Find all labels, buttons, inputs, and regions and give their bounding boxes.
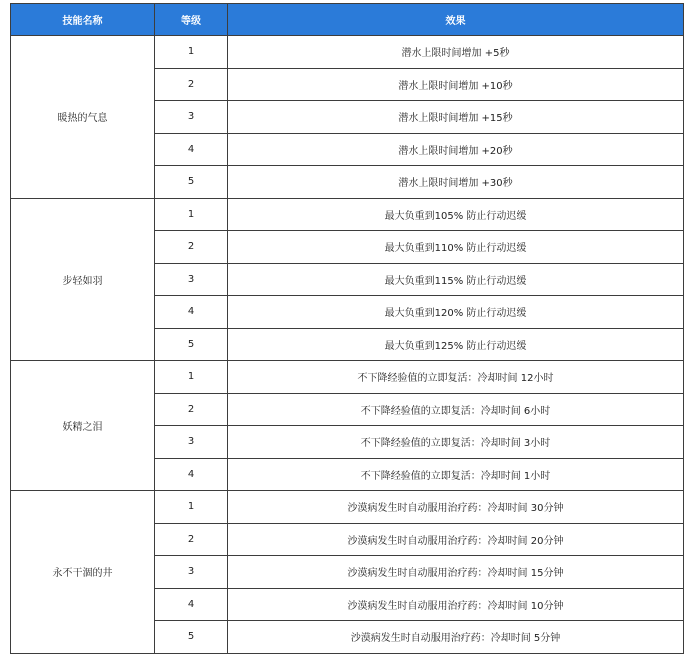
effect-cell: 沙漠病发生时自动服用治疗药：冷却时间 10分钟 bbox=[228, 588, 684, 621]
header-level: 等级 bbox=[155, 4, 228, 36]
level-cell: 2 bbox=[155, 523, 228, 556]
effect-cell: 不下降经验值的立即复活：冷却时间 6小时 bbox=[228, 393, 684, 426]
level-cell: 2 bbox=[155, 231, 228, 264]
level-cell: 1 bbox=[155, 361, 228, 394]
header-row bbox=[11, 4, 684, 36]
level-cell: 5 bbox=[155, 621, 228, 654]
effect-cell: 沙漠病发生时自动服用治疗药：冷却时间 15分钟 bbox=[228, 556, 684, 589]
level-cell: 5 bbox=[155, 166, 228, 199]
level-cell: 2 bbox=[155, 68, 228, 101]
header-effect: 效果 bbox=[228, 4, 684, 36]
effect-cell: 潜水上限时间增加 +20秒 bbox=[228, 133, 684, 166]
effect-cell: 最大负重到110% 防止行动迟缓 bbox=[228, 231, 684, 264]
effect-cell: 不下降经验值的立即复活：冷却时间 12小时 bbox=[228, 361, 684, 394]
level-cell: 3 bbox=[155, 263, 228, 296]
level-cell: 1 bbox=[155, 198, 228, 231]
table-row bbox=[11, 36, 684, 69]
skill-name-cell: 步轻如羽 bbox=[11, 198, 155, 361]
effect-cell: 不下降经验值的立即复活：冷却时间 1小时 bbox=[228, 458, 684, 491]
table-row bbox=[11, 491, 684, 524]
effect-cell: 不下降经验值的立即复活：冷却时间 3小时 bbox=[228, 426, 684, 459]
level-cell: 2 bbox=[155, 393, 228, 426]
table-header bbox=[11, 4, 684, 36]
effect-cell: 潜水上限时间增加 +15秒 bbox=[228, 101, 684, 134]
level-cell: 4 bbox=[155, 458, 228, 491]
table-row bbox=[11, 361, 684, 394]
level-cell: 1 bbox=[155, 491, 228, 524]
effect-cell: 最大负重到115% 防止行动迟缓 bbox=[228, 263, 684, 296]
effect-cell: 潜水上限时间增加 +5秒 bbox=[228, 36, 684, 69]
skills-table bbox=[10, 3, 684, 654]
effect-cell: 最大负重到120% 防止行动迟缓 bbox=[228, 296, 684, 329]
effect-cell: 潜水上限时间增加 +10秒 bbox=[228, 68, 684, 101]
level-cell: 5 bbox=[155, 328, 228, 361]
skill-name-cell: 妖精之泪 bbox=[11, 361, 155, 491]
header-skill-name: 技能名称 bbox=[11, 4, 155, 36]
effect-cell: 潜水上限时间增加 +30秒 bbox=[228, 166, 684, 199]
effect-cell: 沙漠病发生时自动服用治疗药：冷却时间 20分钟 bbox=[228, 523, 684, 556]
level-cell: 3 bbox=[155, 556, 228, 589]
effect-cell: 最大负重到125% 防止行动迟缓 bbox=[228, 328, 684, 361]
level-cell: 4 bbox=[155, 133, 228, 166]
level-cell: 4 bbox=[155, 588, 228, 621]
skill-name-cell: 暖热的气息 bbox=[11, 36, 155, 199]
table-row bbox=[11, 198, 684, 231]
level-cell: 1 bbox=[155, 36, 228, 69]
effect-cell: 沙漠病发生时自动服用治疗药：冷却时间 5分钟 bbox=[228, 621, 684, 654]
effect-cell: 最大负重到105% 防止行动迟缓 bbox=[228, 198, 684, 231]
level-cell: 4 bbox=[155, 296, 228, 329]
level-cell: 3 bbox=[155, 426, 228, 459]
level-cell: 3 bbox=[155, 101, 228, 134]
table-body bbox=[11, 36, 684, 654]
effect-cell: 沙漠病发生时自动服用治疗药：冷却时间 30分钟 bbox=[228, 491, 684, 524]
skill-name-cell: 永不干涸的井 bbox=[11, 491, 155, 654]
